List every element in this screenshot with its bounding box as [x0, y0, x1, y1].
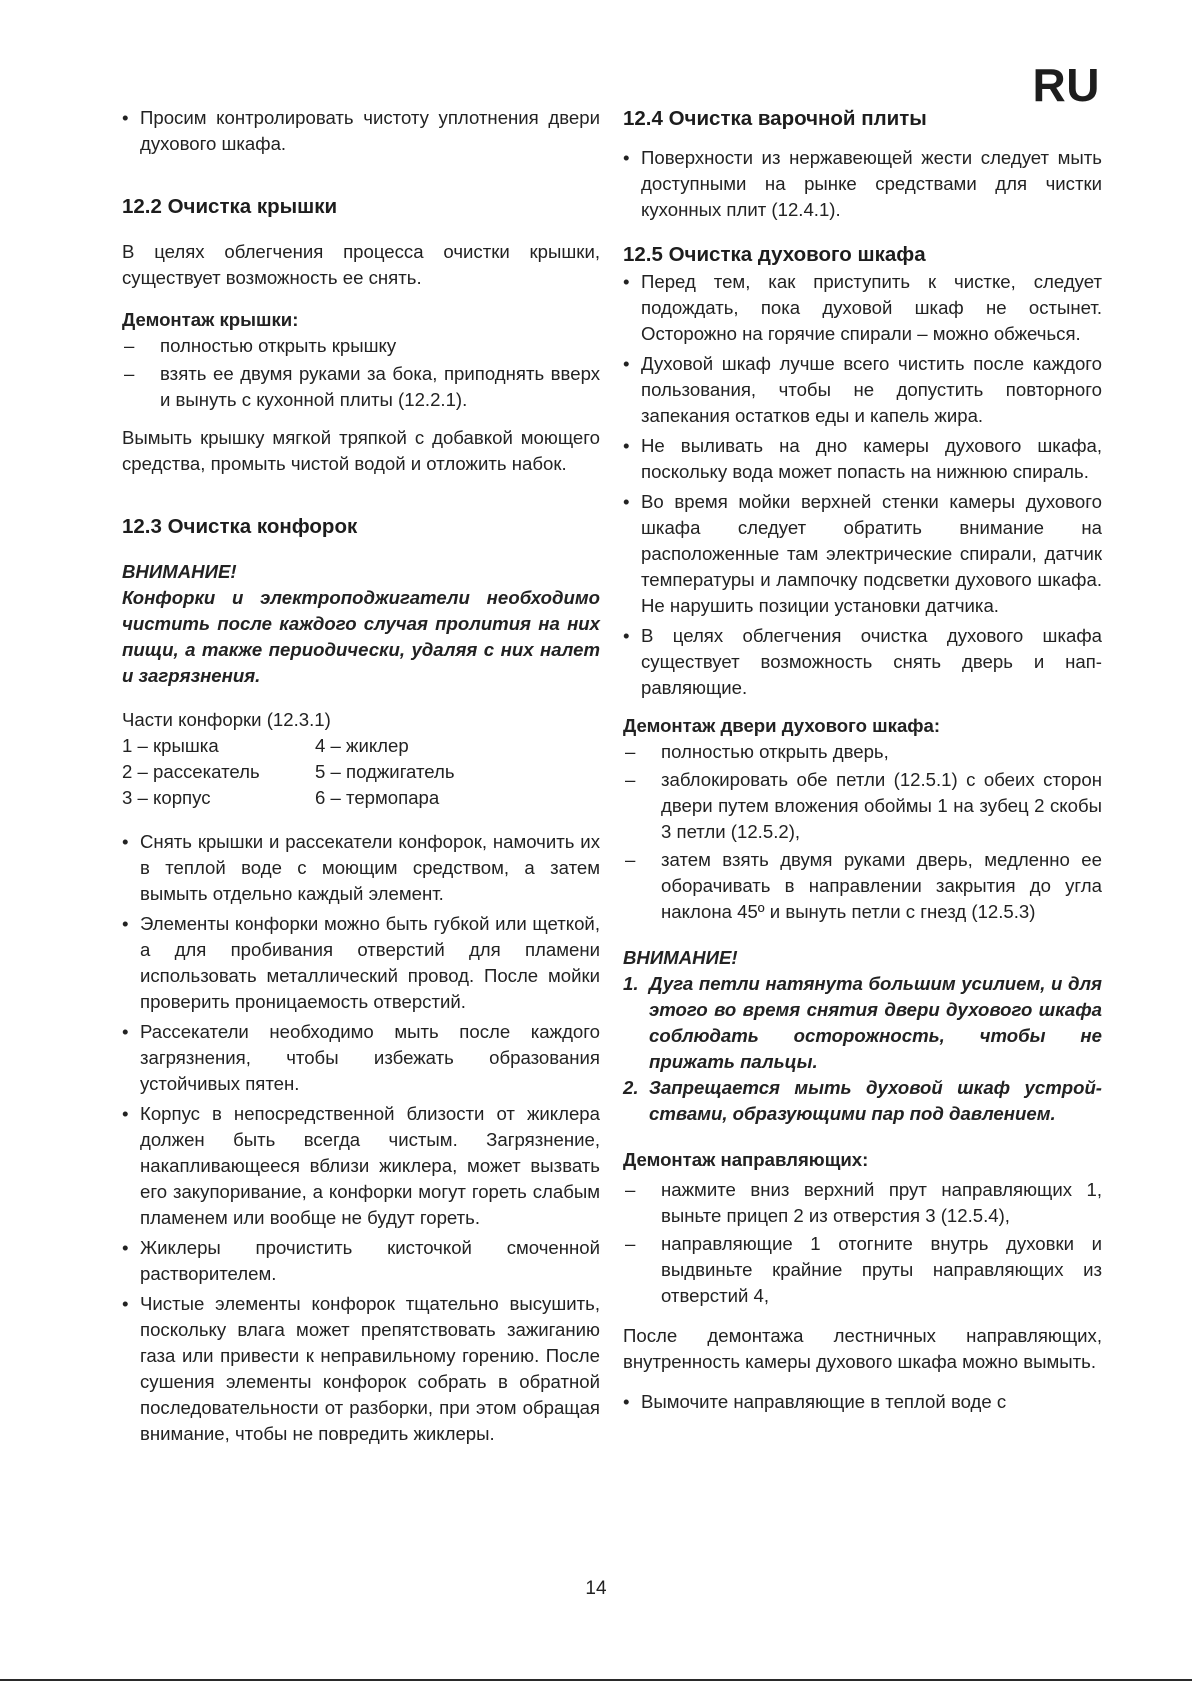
section-heading-12-5: 12.5 Очистка духового шкафа	[623, 243, 926, 266]
list-item: • Корпус в непосредственной близости от жиклера должен быть всегда чистым. Загрязнение, накапливающееся вблизи жиклера, может вызвать его закупоривание, а конфорки могут гореть слабым пламенем или вообще не будут гореть.	[122, 1101, 600, 1231]
warning-list	[623, 971, 1102, 1127]
subheading-door-dismount: Демонтаж двери духового шкафа:	[623, 715, 941, 736]
list-item: • Духовой шкаф лучше всего чистить после каждого пользования, чтобы не допустить повторного запекания остатков еды и капель жира.	[623, 351, 1102, 429]
part-label: 2 – рассекатель	[122, 761, 260, 782]
warning-text: Запрещается мыть духовой шкаф устрой-ствами, образующими пар под давлением.	[649, 1077, 1102, 1124]
part-label: 6 – термопара	[315, 787, 440, 808]
list-item: • Во время мойки верхней стенки камеры духового шкафа следует обратить внимание на расположенные там электрические спирали, датчик температуры и лампочку подсветки духового шкафа. Не нарушить позиции установки датчика.	[623, 489, 1102, 619]
warning-title: ВНИМАНИЕ!	[122, 561, 237, 582]
parts-list	[122, 733, 600, 811]
warning-text: Дуга петли натянута большим усилием, и для этого во время снятия двери духового шкафа соблюдать осторожность, чтобы не прижать пальцы.	[649, 973, 1102, 1072]
part-label: 5 – поджигатель	[315, 761, 455, 782]
list-item: • Элементы конфорки можно быть губкой или щеткой, а для пробивания отверстий для пламени использовать металлический провод. После мойки проверить проницаемость отверстий.	[122, 911, 600, 1015]
list-item: – затем взять двумя руками дверь, медленно ее оборачивать в направлении закрытия до угла наклона 45º и вынуть петли с гнезд (12.5.3)	[623, 847, 1102, 925]
lid-dismount-steps	[122, 333, 600, 413]
guides-dismount-steps	[623, 1177, 1102, 1309]
parts-title: Части конфорки (12.3.1)	[122, 709, 331, 730]
left-column	[122, 105, 600, 1451]
part-label: 4 – жиклер	[315, 735, 409, 756]
list-item: • Рассекатели необходимо мыть после каждого загрязнения, чтобы избежать образования устойчивых пятен.	[122, 1019, 600, 1097]
parts-row	[122, 733, 600, 759]
final-bullets	[623, 1389, 1102, 1415]
page-number: 14	[585, 1578, 607, 1599]
list-item: – полностью открыть дверь,	[623, 739, 1102, 765]
section-heading-12-2: 12.2 Очистка крышки	[122, 195, 338, 218]
list-number: 1.	[623, 973, 639, 994]
list-item: • В целях облегчения очистка духового шкафа существует возможность снять дверь и нап-равляющие.	[623, 623, 1102, 701]
warning-title: ВНИМАНИЕ!	[623, 947, 738, 968]
right-column	[623, 105, 1102, 1419]
parts-row	[122, 759, 600, 785]
part-label: 3 – корпус	[122, 787, 211, 808]
parts-row	[122, 785, 600, 811]
subheading-guides-dismount: Демонтаж направляющих:	[623, 1149, 869, 1170]
list-item: • Чистые элементы конфорок тщательно высушить, поскольку влага может препятствовать зажиганию газа или привести к неправильному горению. После сушения элементы конфорок собрать в обратной последовательности от разборки, при этом обращая внимание, чтобы не повредить жиклеры.	[122, 1291, 600, 1447]
bottom-divider	[0, 1679, 1192, 1681]
list-item: • Перед тем, как приступить к чистке, следует подождать, пока духовой шкаф не остынет. Осторожно на горячие спирали – можно обжечься.	[623, 269, 1102, 347]
intro-bullet-list	[122, 105, 600, 157]
list-item: • Жиклеры прочистить кисточкой смоченной растворителем.	[122, 1235, 600, 1287]
section-heading-12-4: 12.4 Очистка варочной плиты	[623, 107, 927, 130]
list-item	[623, 1075, 1102, 1127]
list-item: – взять ее двумя руками за бока, приподнять вверх и вынуть с кухонной плиты (12.2.1).	[122, 361, 600, 413]
list-item: • Снять крышки и рассекатели конфорок, намочить их в теплой воде с моющим средством, а затем вымыть отдельно каждый элемент.	[122, 829, 600, 907]
door-dismount-steps	[623, 739, 1102, 925]
list-item: – нажмите вниз верхний прут направляющих 1, выньте прицеп 2 из отверстия 3 (12.5.4),	[623, 1177, 1102, 1229]
paragraph: Вымыть крышку мягкой тряпкой с добавкой моющего средства, промыть чистой водой и отложить набок.	[122, 427, 600, 474]
burner-cleaning-bullets	[122, 829, 600, 1447]
part-label: 1 – крышка	[122, 735, 219, 756]
list-item: – направляющие 1 отогните внутрь духовки и выдвиньте крайние пруты направляющих из отверстий 4,	[623, 1231, 1102, 1309]
list-item: • Вымочите направляющие в теплой воде с	[623, 1389, 1102, 1415]
paragraph: После демонтажа лестничных направляющих, внутренность камеры духового шкафа можно вымыть.	[623, 1325, 1102, 1372]
subheading-lid-dismount: Демонтаж крышки:	[122, 309, 299, 330]
section-heading-12-3: 12.3 Очистка конфорок	[122, 515, 358, 538]
language-code: RU	[1032, 59, 1100, 111]
paragraph: В целях облегчения процесса очистки крышки, существует возможность ее снять.	[122, 241, 600, 288]
list-item	[623, 971, 1102, 1075]
hob-cleaning-bullets	[623, 145, 1102, 223]
list-item: • Просим контролировать чистоту уплотнения двери духового шкафа.	[122, 105, 600, 157]
list-number: 2.	[623, 1077, 639, 1098]
warning-text: Конфорки и электроподжигатели необходимо чистить после каждого случая пролития на них пищи, а также периодически, удаляя с них налет и загрязнения.	[122, 587, 600, 686]
list-item: • Не выливать на дно камеры духового шкафа, поскольку вода может попасть на нижнюю спираль.	[623, 433, 1102, 485]
list-item: – полностью открыть крышку	[122, 333, 600, 359]
list-item: • Поверхности из нержавеющей жести следует мыть доступными на рынке средствами для чистки кухонных плит (12.4.1).	[623, 145, 1102, 223]
oven-cleaning-bullets	[623, 269, 1102, 701]
list-item: – заблокировать обе петли (12.5.1) с обеих сторон двери путем вложения обоймы 1 на зубец 2 скобы 3 петли (12.5.2),	[623, 767, 1102, 845]
